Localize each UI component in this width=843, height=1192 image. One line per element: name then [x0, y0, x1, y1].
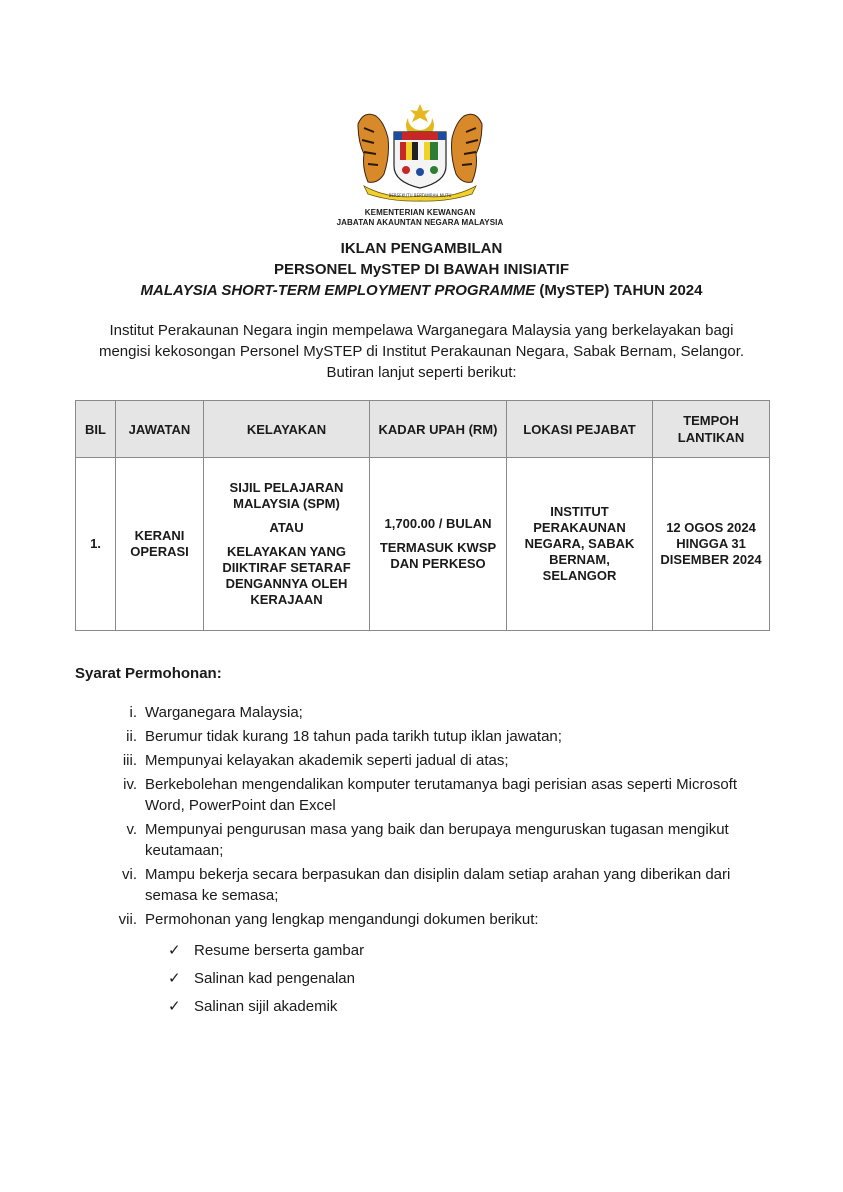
item-number: vii.: [118, 911, 137, 928]
documents-list: [168, 940, 364, 1024]
ministry-name: KEMENTERIAN KEWANGAN: [364, 208, 476, 217]
item-number: ii.: [126, 728, 137, 745]
cell-kelayakan: [204, 458, 370, 631]
list-item: [75, 750, 765, 771]
intro-paragraph: [60, 320, 783, 383]
vacancy-table: [75, 400, 770, 631]
checkmark-icon: ✓: [168, 941, 181, 959]
item-number: iii.: [122, 752, 137, 769]
item-text: Warganegara Malaysia;: [145, 704, 303, 721]
programme-name: MALAYSIA SHORT-TERM EMPLOYMENT PROGRAMME: [140, 282, 536, 299]
qualification-equivalent: KELAYAKAN YANG DIIKTIRAF SETARAF DENGANNYA OLEH KERAJAAN: [222, 544, 351, 607]
svg-text:BERSEKUTU BERTAMBAH MUTU: BERSEKUTU BERTAMBAH MUTU: [388, 193, 452, 198]
item-text: Mempunyai pengurusan masa yang baik dan berupaya menguruskan tugasan mengikut keutamaan;: [145, 821, 729, 859]
header-tempoh: TEMPOH LANTIKAN: [653, 401, 770, 458]
cell-kadar-upah: [370, 458, 507, 631]
document-text: Salinan kad pengenalan: [194, 970, 355, 987]
list-item: [75, 864, 765, 906]
list-item: [168, 968, 364, 996]
wage-amount: 1,700.00 / BULAN: [384, 516, 492, 531]
item-number: vi.: [122, 866, 137, 883]
programme-year: (MySTEP) TAHUN 2024: [535, 282, 703, 299]
title-line-3: [0, 280, 843, 301]
cell-tempoh: 12 OGOS 2024 HINGGA 31 DISEMBER 2024: [653, 458, 770, 631]
cell-bil: 1.: [76, 458, 116, 631]
table-header-row: [76, 401, 770, 458]
requirements-list: [75, 702, 765, 933]
list-item: [168, 996, 364, 1024]
header-lokasi: LOKASI PEJABAT: [507, 401, 653, 458]
list-item: [75, 702, 765, 723]
item-text: Berkebolehan mengendalikan komputer terutamanya bagi perisian asas seperti Microsoft Word, PowerPoint dan Excel: [145, 776, 737, 814]
header-jawatan: JAWATAN: [116, 401, 204, 458]
title-line-1: IKLAN PENGAMBILAN: [340, 240, 503, 257]
item-text: Mampu bekerja secara berpasukan dan disiplin dalam setiap arahan yang diberikan dari semasa ke semasa;: [145, 866, 731, 904]
intro-line-2: mengisi kekosongan Personel MySTEP di Institut Perakaunan Negara, Sabak Bernam, Selangor.: [98, 343, 745, 360]
requirements-heading: Syarat Permohonan:: [75, 665, 222, 682]
department-name: JABATAN AKAUNTAN NEGARA MALAYSIA: [336, 218, 504, 227]
checkmark-icon: ✓: [168, 997, 181, 1015]
wage-note: TERMASUK KWSP DAN PERKESO: [379, 540, 497, 571]
list-item: [168, 940, 364, 968]
list-item: [75, 774, 765, 816]
header-bil: BIL: [76, 401, 116, 458]
list-item: [75, 909, 765, 930]
item-text: Berumur tidak kurang 18 tahun pada tarikh tutup iklan jawatan;: [145, 728, 562, 745]
checkmark-icon: ✓: [168, 969, 181, 987]
table-row: [76, 458, 770, 631]
item-text: Mempunyai kelayakan akademik seperti jadual di atas;: [145, 752, 509, 769]
qualification-spm: SIJIL PELAJARAN MALAYSIA (SPM): [229, 480, 344, 511]
advert-title: [0, 238, 843, 301]
list-item: [75, 819, 765, 861]
item-number: v.: [126, 821, 137, 838]
item-number: i.: [129, 704, 137, 721]
coat-of-arms-logo: [350, 104, 490, 202]
cell-jawatan: KERANI OPERASI: [116, 458, 204, 631]
title-line-2: PERSONEL MySTEP DI BAWAH INISIATIF: [273, 261, 570, 278]
document-text: Resume berserta gambar: [194, 942, 365, 959]
intro-line-3: Butiran lanjut seperti berikut:: [326, 364, 517, 381]
agency-name: [330, 208, 510, 228]
intro-line-1: Institut Perakaunan Negara ingin mempelawa Warganegara Malaysia yang berkelayakan bagi: [109, 322, 734, 339]
list-item: [75, 726, 765, 747]
item-number: iv.: [123, 776, 137, 793]
document-text: Salinan sijil akademik: [194, 998, 338, 1015]
header-kadar-upah: KADAR UPAH (RM): [370, 401, 507, 458]
item-text: Permohonan yang lengkap mengandungi dokumen berikut:: [145, 911, 539, 928]
qualification-or: ATAU: [269, 520, 304, 535]
cell-lokasi: INSTITUT PERAKAUNAN NEGARA, SABAK BERNAM, SELANGOR: [507, 458, 653, 631]
header-kelayakan: KELAYAKAN: [204, 401, 370, 458]
